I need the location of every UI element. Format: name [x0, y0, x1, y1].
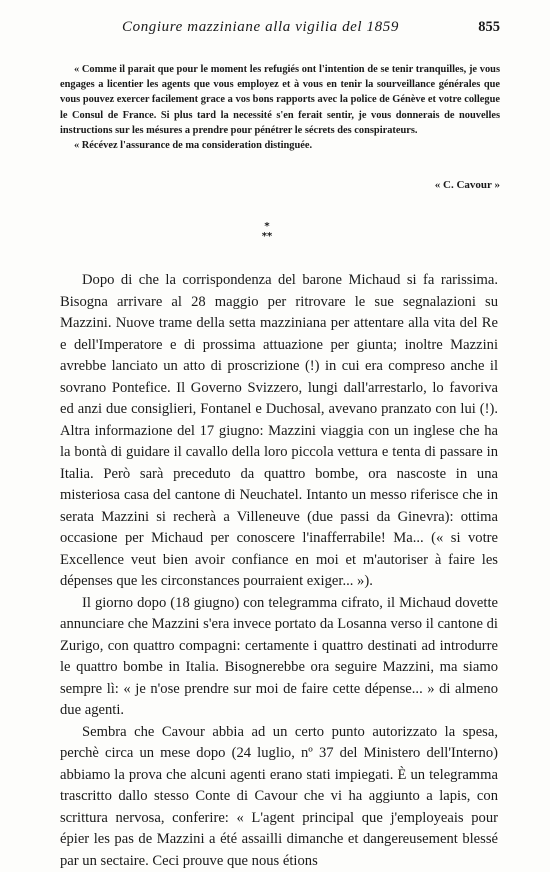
asterism-top: * — [252, 222, 282, 232]
running-title: Congiure mazziniane alla vigilia del 1859 — [122, 19, 399, 36]
letter-signature: « C. Cavour » — [435, 179, 500, 191]
quote-paragraph: « Récévez l'assurance de ma consideration distinguée. — [60, 138, 500, 153]
page-number: 855 — [478, 19, 500, 36]
page-header — [60, 19, 500, 43]
body-paragraph: Sembra che Cavour abbia ad un certo punto autorizzato la spesa, perchè circa un mese dopo (24 luglio, nº 37 del Ministero dell'Interno) abbiamo la prova che alcuni agenti erano stati impiegati. È un telegramma trascritto dallo stesso Conte di Cavour che vi ha aggiunto a lapis, con scrittura nervosa, conferire: « L'agent principal que j'employeais pour épier les pas de Mazzini a été assailli dimanche et dangereusement blessé par un sectaire. Ceci prouve que nous étions — [60, 722, 498, 872]
body-paragraph: Il giorno dopo (18 giugno) con telegramma cifrato, il Michaud dovette annunciare che Mazzini s'era invece portato da Losanna verso il cantone di Zurigo, con quattro compagni: certamente i quattro destinati ad introdurre le quattro bombe in Italia. Bisognerebbe ora seguire Mazzini, ma siamo sempre lì: « je n'ose prendre sur moi de faire cette dépense... » di almeno due agenti. — [60, 593, 498, 722]
asterism-bottom: ** — [252, 232, 282, 242]
quote-paragraph: « Comme il parait que pour le moment les refugiés ont l'intention de se tenir tranquilles, je vous engages a licentier les agents que vous employez et à vous en tenir la sourveillance générales que vous pouvez exercer facilement grace a vos bons rapports avec la police de Génève et votre collegue le Consul de France. Si plus tard la necessité s'en ferait sentir, je vous donnerais de nouvelles instructions sur les mésures a prendre pour pénétrer le sécrets des conspirateurs. — [60, 62, 500, 138]
quoted-letter — [60, 62, 500, 153]
main-text — [60, 270, 498, 872]
asterism-separator — [252, 222, 282, 242]
body-paragraph: Dopo di che la corrispondenza del barone Michaud si fa rarissima. Bisogna arrivare al 28 maggio per ritrovare le sue segnalazioni su Mazzini. Nuove trame della setta mazziniana per attentare alla vita del Re e dell'Imperatore e di prossima attuazione per giunta; inoltre Mazzini avrebbe lanciato un atto di proscrizione (!) in cui era compreso anche il sovrano Pontefice. Il Governo Svizzero, lungi dall'arrestarlo, lo favoriva ed anzi due consiglieri, Fontanel e Duchosal, avevano pranzato con lui (!). Altra informazione del 17 giugno: Mazzini viaggia con un inglese che ha la bontà di guidare il cavallo della loro piccola vettura e tenta di passare in Italia. Però sarà preceduto da quattro bombe, ora nascoste in una misteriosa casa del cantone di Neuchatel. Intanto un messo riferisce che in serata Mazzini si recherà a Villeneuve (due passi da Ginevra): ottima occasione per Michaud per conoscere l'inafferrabile! Ma... (« si votre Excellence veut bien avoir confiance en moi et m'autoriser à faire les dépenses que les circonstances pourraient exiger... »). — [60, 270, 498, 593]
